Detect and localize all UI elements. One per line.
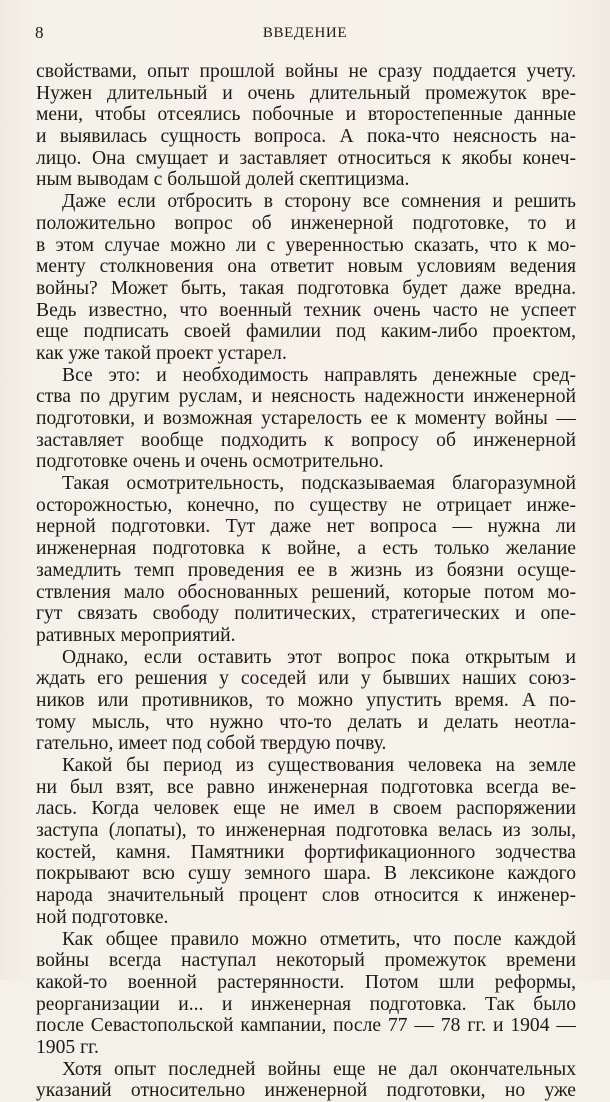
page-number: 8 [35,23,44,42]
text-line: лась. Когда человек еще не имел в своем распоряжении [36,798,576,820]
text-line: в этом случае можно ли с уверенностью сказать, что к мо- [36,234,576,256]
text-line: после Севастопольской кампании, после 77 — 78 гг. и 1904 — [36,1015,576,1037]
text-line: замедлить темп проведения ее в жизнь из боязни осуще- [36,559,576,581]
text-line: как уже такой проект устарел. [36,342,287,364]
paragraph-p8 [36,1059,576,1102]
text-line: заставляет вообще подходить к вопросу об инженерной [36,429,576,451]
text-line: костей, камня. Памятники фортификационного зодчества [36,841,576,863]
text-line: ствления мало обоснованных решений, которые потом мо- [36,581,576,603]
text-line: тому мысль, что нужно что-то делать и делать неотла- [36,711,576,733]
paragraph-p6 [36,755,576,929]
text-line: лицо. Она смущает и заставляет относиться к якобы конеч- [36,147,576,169]
text-line: ным выводам с большой долей скептицизма. [36,169,410,191]
text-line: покрывают всю сушу земного шара. В лексиконе каждого [36,863,576,885]
text-line: положительно вопрос об инженерной подготовке, то и [36,212,576,234]
text-line: еще подписать своей фамилии под каким-либо проектом, [36,321,576,343]
text-line: осторожностью, конечно, по существу не отрицает инже- [36,494,576,516]
text-line: гут связать свободу политических, стратегических и опе- [36,603,576,625]
text-line: подготовке очень и очень осмотрительно. [36,451,384,473]
text-line: свойствами, опыт прошлой войны не сразу поддается учету. [36,61,576,82]
text-line: какой-то военной растерянности. Потом шли реформы, [36,971,576,993]
text-line: и выявилась сущность вопроса. А пока-что неясность на- [36,126,576,148]
text-line: ни был взят, все равно инженерная подготовка всегда ве- [36,776,576,798]
text-line: Ведь известно, что военный техник очень часто не успеет [36,299,576,321]
paragraph-p5 [36,647,576,755]
text-line: указаний относительно инженерной подготовки, но уже [36,1080,576,1102]
text-line: Такая осмотрительность, подсказываемая благоразумной [62,473,576,495]
paragraph-p2 [36,191,576,365]
text-line: подготовки, и возможная устарелость ее к моменту войны — [36,408,576,429]
body-text [36,61,576,1102]
text-line: заступа (лопаты), то инженерная подготовка велась из золы, [36,820,576,842]
paragraph-p7 [36,929,576,1059]
text-line: ной подготовке. [36,906,169,928]
text-line: ждать его решения у соседей или у бывших наших союз- [36,668,576,690]
text-line: Какой бы период из существования человека на земле [62,755,576,776]
text-line: мени, чтобы отсеялись побочные и второстепенные данные [36,104,576,126]
text-line: ников или противников, то можно упустить время. А по- [36,689,576,711]
text-line: нерной подготовки. Тут даже нет вопроса — нужна ли [36,516,576,538]
text-line: Нужен длительный и очень длительный промежуток вре- [36,82,576,104]
text-line: ства по другим руслам, и неясность надежности инженерной [36,386,576,408]
paragraph-p1 [36,61,576,191]
text-line: Все это: и необходимость направлять денежные сред- [62,364,576,386]
text-line: ративных мероприятий. [36,624,236,646]
text-line: Хотя опыт последней войны еще не дал окончательных [62,1058,576,1080]
text-line: 1905 гг. [36,1036,99,1058]
paragraph-p4 [36,473,576,647]
text-line: инженерная подготовка к войне, а есть только желание [36,538,576,560]
running-title: ВВЕДЕНИЕ [262,25,348,41]
text-line: народа значительный процент слов относится к инженер- [36,885,576,907]
text-line: реорганизации и... и инженерная подготовка. Так было [36,993,576,1015]
text-line: Как общее правило можно отметить, что после каждой [62,928,576,950]
text-line: войны? Может быть, такая подготовка будет даже вредна. [36,277,576,299]
text-line: гательно, имеет под собой твердую почву. [36,733,387,755]
page-header [35,22,575,44]
text-line: войны всегда наступал некоторый промежуток времени [36,950,576,972]
paragraph-p3 [36,365,576,473]
text-line: менту столкновения она ответит новым условиям ведения [36,256,576,278]
text-line: Однако, если оставить этот вопрос пока открытым и [62,646,576,668]
text-line: Даже если отбросить в сторону все сомнения и решить [62,191,576,213]
